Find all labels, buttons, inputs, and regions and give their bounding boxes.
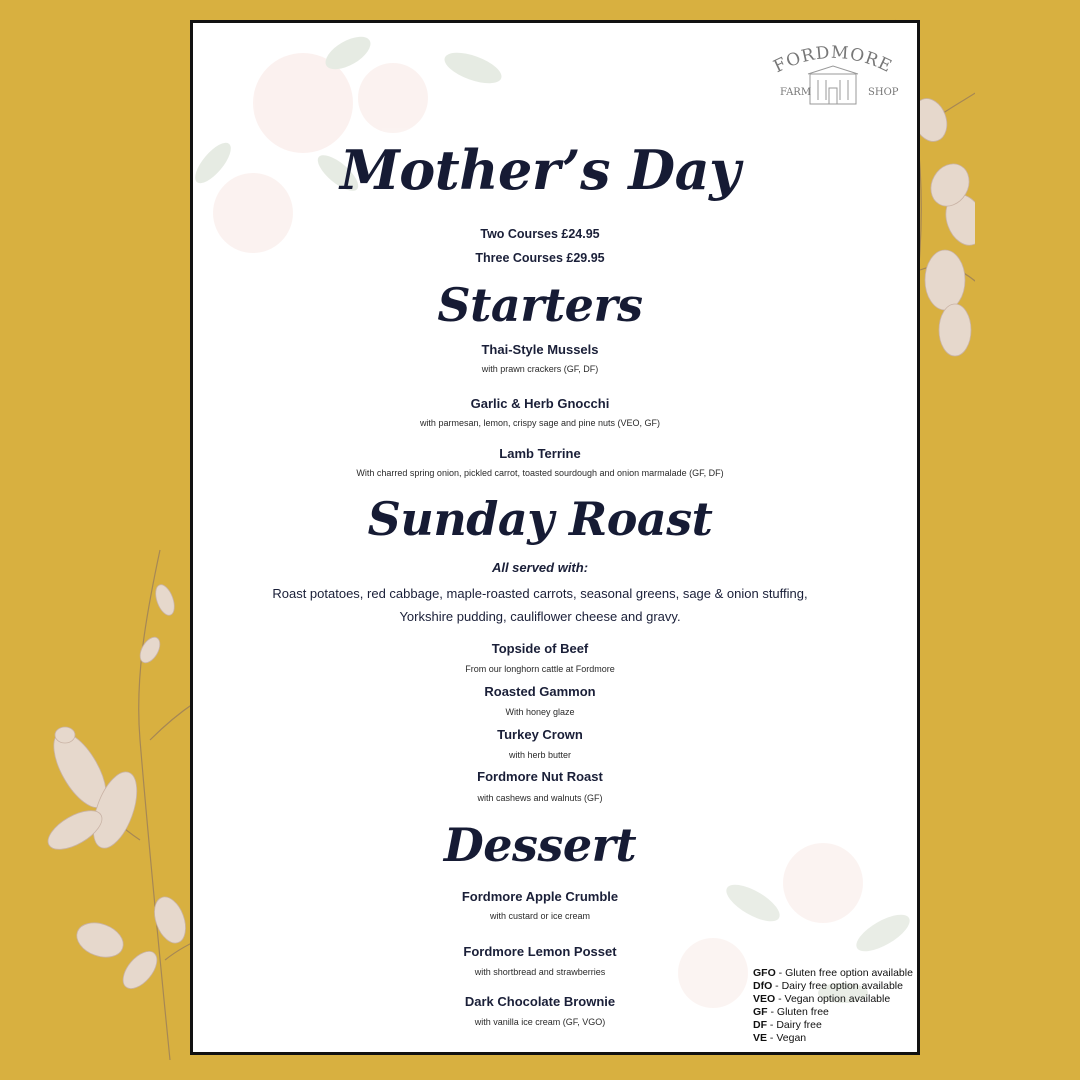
roast-item-name: Roasted Gammon <box>484 684 596 699</box>
starter-name: Thai-Style Mussels <box>481 342 599 357</box>
legend-code: DF <box>753 1019 767 1031</box>
legend-row <box>753 1019 913 1032</box>
legend-text: - Dairy free option available <box>772 980 903 992</box>
roast-item-name: Topside of Beef <box>491 641 589 656</box>
legend-row <box>753 993 913 1006</box>
legend-text: - Vegan option available <box>775 993 891 1005</box>
page-title: Mother’s Day <box>340 138 740 202</box>
roast-item-name: Turkey Crown <box>497 727 583 742</box>
roast-item-desc: with cashews and walnuts (GF) <box>477 793 603 803</box>
roast-item-desc: with herb butter <box>508 750 572 760</box>
legend-code: VEO <box>753 993 776 1005</box>
starter-name: Lamb Terrine <box>499 446 581 461</box>
roast-heading: Sunday Roast <box>367 492 713 546</box>
starters-heading: Starters <box>437 278 643 332</box>
farmhouse-logo-icon <box>758 40 908 112</box>
dessert-heading: Dessert <box>443 818 637 872</box>
dessert-desc: with vanilla ice cream (GF, VGO) <box>474 1017 606 1027</box>
logo-farm: FARM <box>780 87 812 98</box>
legend-row <box>753 1032 913 1045</box>
dessert-name: Dark Chocolate Brownie <box>464 994 616 1009</box>
legend-code: GFO <box>753 967 776 979</box>
starter-name: Garlic & Herb Gnocchi <box>470 396 610 411</box>
logo-name: FORDMORE <box>770 42 896 78</box>
svg-text:FORDMORE <box>771 43 896 78</box>
starter-desc: with parmesan, lemon, crispy sage and pine nuts (VEO, GF) <box>419 418 661 428</box>
roast-item-desc: With honey glaze <box>505 707 575 717</box>
logo-shop: SHOP <box>868 87 899 98</box>
roast-item-name: Fordmore Nut Roast <box>477 769 603 784</box>
legend-text: - Gluten free <box>767 1006 829 1018</box>
legend-text: - Vegan <box>767 1032 807 1044</box>
legend-text: - Gluten free option available <box>775 967 913 979</box>
price-three-courses: Three Courses £29.95 <box>475 251 605 265</box>
dietary-legend <box>753 967 913 1045</box>
legend-row <box>753 967 913 980</box>
dessert-name: Fordmore Lemon Posset <box>463 944 617 959</box>
dessert-name: Fordmore Apple Crumble <box>461 889 619 904</box>
roast-item-desc: From our longhorn cattle at Fordmore <box>465 664 615 674</box>
legend-code: GF <box>753 1006 768 1018</box>
sides-line-2: Yorkshire pudding, cauliflower cheese and gravy. <box>399 609 681 624</box>
legend-text: - Dairy free <box>767 1019 822 1031</box>
legend-code: DfO <box>753 980 773 992</box>
dessert-desc: with shortbread and strawberries <box>474 967 606 977</box>
price-two-courses: Two Courses £24.95 <box>480 227 600 241</box>
sides-line-1: Roast potatoes, red cabbage, maple-roasted carrots, seasonal greens, sage & onion stuffing, <box>272 586 808 601</box>
dessert-desc: with custard or ice cream <box>489 911 591 921</box>
served-with-label: All served with: <box>491 560 589 575</box>
starter-desc: With charred spring onion, pickled carrot, toasted sourdough and onion marmalade (GF, DF) <box>356 468 724 478</box>
fordmore-logo <box>758 40 908 112</box>
legend-code: VE <box>753 1032 768 1044</box>
legend-row <box>753 1006 913 1019</box>
starter-desc: with prawn crackers (GF, DF) <box>481 364 599 374</box>
legend-row <box>753 980 913 993</box>
